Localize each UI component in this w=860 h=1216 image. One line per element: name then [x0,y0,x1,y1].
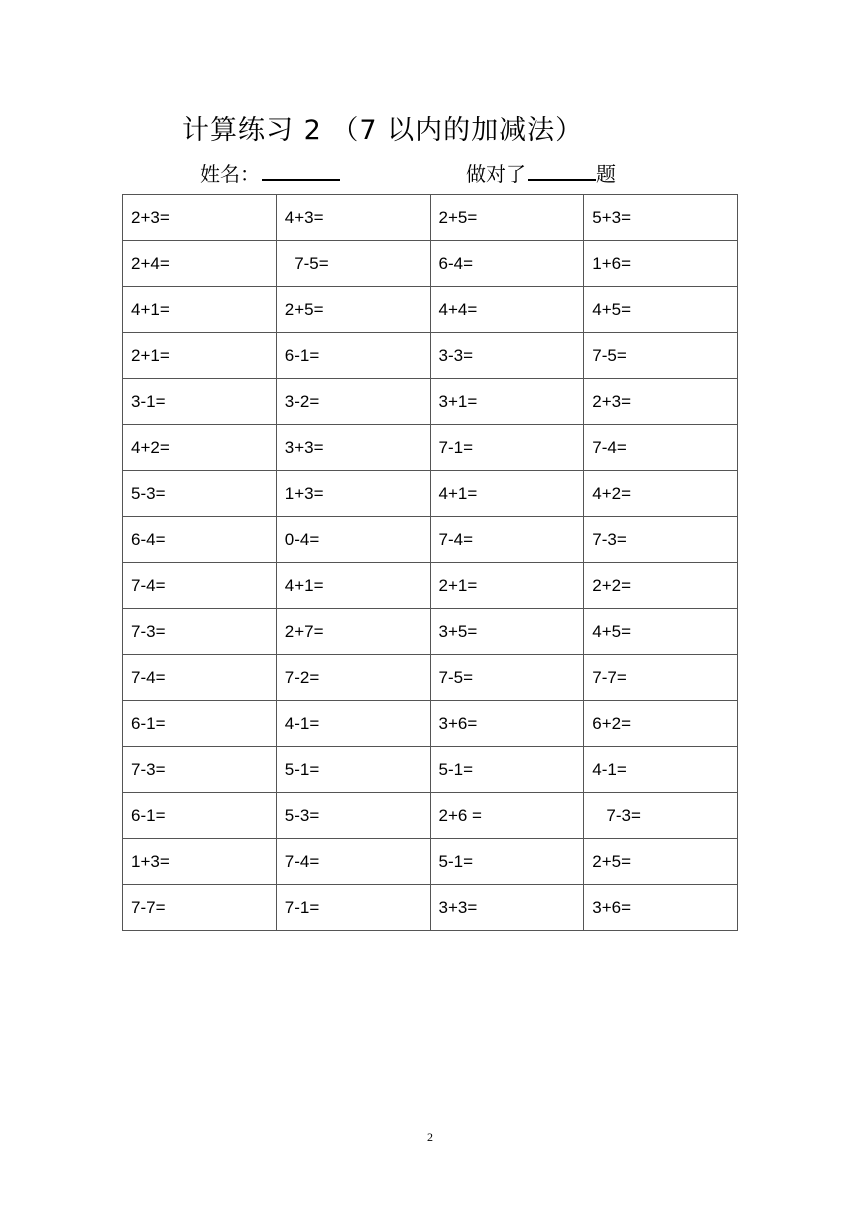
problem-cell: 7-7= [123,885,277,931]
problem-cell: 7-2= [276,655,430,701]
problem-cell: 7-1= [276,885,430,931]
problem-cell: 4+1= [430,471,584,517]
problem-cell: 2+7= [276,609,430,655]
problem-cell: 3+5= [430,609,584,655]
problem-cell: 3+3= [276,425,430,471]
problem-cell: 7-4= [123,563,277,609]
problem-cell: 6-1= [123,701,277,747]
problem-cell: 7-5= [276,241,430,287]
name-label: 姓名： [200,162,260,186]
problem-cell: 7-5= [430,655,584,701]
problem-cell: 2+3= [584,379,738,425]
problem-cell: 3-2= [276,379,430,425]
problem-cell: 6+2= [584,701,738,747]
problem-cell: 4+2= [123,425,277,471]
table-row [123,471,738,517]
problem-cell: 2+1= [430,563,584,609]
problem-cell: 1+3= [123,839,277,885]
problem-cell: 3-3= [430,333,584,379]
table-row [123,701,738,747]
table-row [123,747,738,793]
problem-cell: 4-1= [584,747,738,793]
table-row [123,333,738,379]
table-row [123,287,738,333]
problem-cell: 3+6= [584,885,738,931]
problem-cell: 1+6= [584,241,738,287]
worksheet-title: 计算练习 2 （7 以内的加减法） [182,115,584,146]
table-row [123,241,738,287]
problem-cell: 3+3= [430,885,584,931]
problem-cell: 4+3= [276,195,430,241]
problem-cell: 3+1= [430,379,584,425]
problem-cell: 2+5= [430,195,584,241]
table-row [123,839,738,885]
score-prefix: 做对了 [466,162,526,186]
problem-cell: 5-1= [430,747,584,793]
problem-cell: 4-1= [276,701,430,747]
problem-cell: 2+3= [123,195,277,241]
table-row [123,563,738,609]
problem-cell: 7-4= [123,655,277,701]
problem-cell: 3+6= [430,701,584,747]
problem-cell: 2+6 = [430,793,584,839]
problem-cell: 7-3= [123,609,277,655]
problem-cell: 6-1= [276,333,430,379]
table-row [123,609,738,655]
problem-cell: 2+1= [123,333,277,379]
problem-cell: 0-4= [276,517,430,563]
problem-cell: 5-3= [276,793,430,839]
problem-cell: 3-1= [123,379,277,425]
problem-cell: 4+4= [430,287,584,333]
problem-cell: 4+2= [584,471,738,517]
problem-cell: 4+5= [584,609,738,655]
problem-cell: 7-4= [276,839,430,885]
table-row [123,517,738,563]
problem-cell: 7-4= [584,425,738,471]
problem-cell: 7-1= [430,425,584,471]
problem-cell: 5-1= [276,747,430,793]
table-row [123,425,738,471]
page-number: 2 [427,1130,433,1144]
problem-cell: 7-5= [584,333,738,379]
problem-cell: 7-7= [584,655,738,701]
problem-cell: 6-4= [123,517,277,563]
table-row [123,793,738,839]
problem-cell: 1+3= [276,471,430,517]
problem-cell: 6-1= [123,793,277,839]
problem-cell: 4+1= [123,287,277,333]
problem-cell: 2+2= [584,563,738,609]
problem-cell: 2+5= [276,287,430,333]
problem-table [122,194,738,931]
problem-cell: 7-3= [584,793,738,839]
problem-cell: 7-3= [584,517,738,563]
problem-cell: 2+4= [123,241,277,287]
score-field [466,158,616,187]
problem-cell: 7-3= [123,747,277,793]
table-row [123,195,738,241]
problem-cell: 7-4= [430,517,584,563]
table-row [123,379,738,425]
score-suffix: 题 [596,162,616,186]
table-row [123,655,738,701]
problem-cell: 6-4= [430,241,584,287]
problem-cell: 2+5= [584,839,738,885]
problem-cell: 4+5= [584,287,738,333]
problem-cell: 5+3= [584,195,738,241]
problem-cell: 5-1= [430,839,584,885]
table-row [123,885,738,931]
problem-cell: 5-3= [123,471,277,517]
problem-cell: 4+1= [276,563,430,609]
score-blank[interactable] [528,161,596,181]
name-blank[interactable] [262,161,340,181]
name-field [200,158,340,187]
